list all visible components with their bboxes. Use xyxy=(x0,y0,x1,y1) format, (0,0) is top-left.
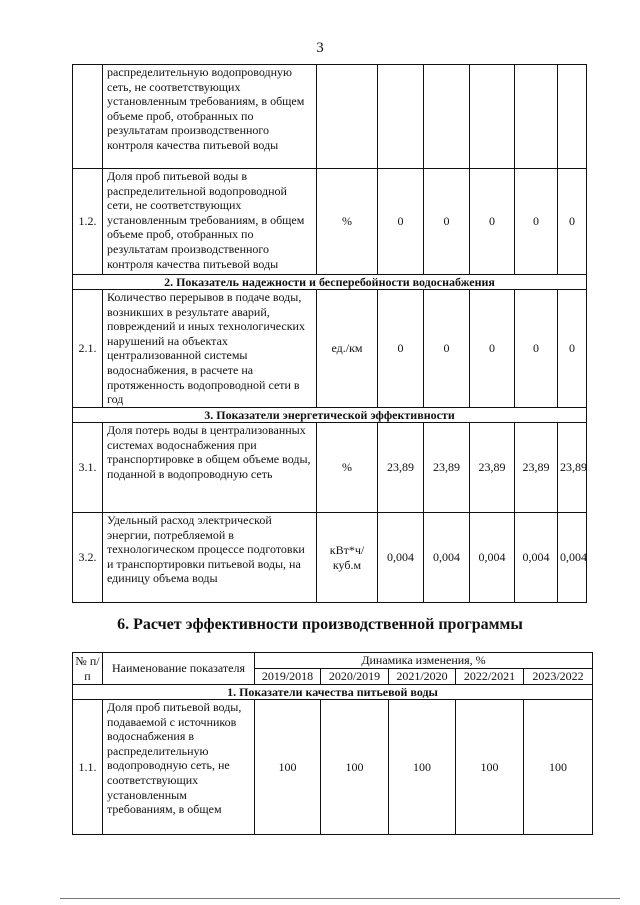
table-row xyxy=(73,290,587,408)
row-value: 100 xyxy=(524,700,593,835)
row-unit xyxy=(317,65,378,169)
row-value xyxy=(470,65,515,169)
row-value: 23,89 xyxy=(470,423,515,513)
row-description: Удельный расход электрической энергии, потребляемой в технологическом процессе подготовки и транспортировки питьевой воды, на единицу объема воды xyxy=(103,513,317,603)
row-value: 0 xyxy=(515,290,558,408)
row-value: 0 xyxy=(470,290,515,408)
section-header-row xyxy=(73,408,587,423)
row-value xyxy=(515,65,558,169)
row-description: Доля проб питьевой воды, подаваемой с источников водоснабжения в распределительную водопроводную сеть, не соответствующих установленным требованиям, в общем xyxy=(103,700,255,835)
row-value: 0,004 xyxy=(558,513,587,603)
table-row xyxy=(73,65,587,169)
row-num: 2.1. xyxy=(73,290,103,408)
row-num xyxy=(73,65,103,169)
row-value: 23,89 xyxy=(378,423,424,513)
row-num: 3.1. xyxy=(73,423,103,513)
row-value: 100 xyxy=(321,700,389,835)
row-value xyxy=(424,65,470,169)
row-num: 3.2. xyxy=(73,513,103,603)
table-row xyxy=(73,700,593,835)
header-row xyxy=(73,653,593,669)
header-name: Наименование показателя xyxy=(103,653,255,685)
row-value xyxy=(378,65,424,169)
table-row xyxy=(73,169,587,275)
row-description: распределительную водопроводную сеть, не соответствующих установленным требованиям, в общем объеме проб, отобранных по результатам производственного контроля качества питьевой воды xyxy=(103,65,317,169)
row-value: 0,004 xyxy=(378,513,424,603)
row-value: 0,004 xyxy=(470,513,515,603)
row-value: 0 xyxy=(424,169,470,275)
row-unit: % xyxy=(317,169,378,275)
row-value: 0 xyxy=(378,290,424,408)
section-title: 1. Показатели качества питьевой воды xyxy=(73,685,593,700)
year-header: 2022/2021 xyxy=(456,669,524,685)
row-description: Доля потерь воды в централизованных системах водоснабжения при транспортировке в общем объеме воды, поданной в водопроводную сеть xyxy=(103,423,317,513)
year-header: 2020/2019 xyxy=(321,669,389,685)
row-value: 0 xyxy=(470,169,515,275)
section-header-row xyxy=(73,685,593,700)
row-value: 0,004 xyxy=(424,513,470,603)
row-value: 0,004 xyxy=(515,513,558,603)
row-value: 100 xyxy=(255,700,321,835)
table-row xyxy=(73,423,587,513)
row-value: 0 xyxy=(558,169,587,275)
row-unit: кВт*ч/ куб.м xyxy=(317,513,378,603)
header-num: № п/п xyxy=(73,653,103,685)
section-header-row xyxy=(73,275,587,290)
row-value xyxy=(558,65,587,169)
year-header: 2021/2020 xyxy=(389,669,456,685)
row-num: 1.2. xyxy=(73,169,103,275)
row-value: 100 xyxy=(389,700,456,835)
indicators-table xyxy=(72,64,587,603)
row-num: 1.1. xyxy=(73,700,103,835)
section-title: 3. Показатели энергетической эффективности xyxy=(73,408,587,423)
row-description: Количество перерывов в подаче воды, возникших в результате аварий, повреждений и иных технологических нарушений на объектах централизованной системы водоснабжения, в расчете на протяженность водопроводной сети в год xyxy=(103,290,317,408)
row-value: 23,89 xyxy=(515,423,558,513)
year-header: 2019/2018 xyxy=(255,669,321,685)
efficiency-table xyxy=(72,652,593,835)
section-title: 2. Показатель надежности и бесперебойности водоснабжения xyxy=(73,275,587,290)
row-unit: % xyxy=(317,423,378,513)
row-value: 0 xyxy=(424,290,470,408)
section-6-title: 6. Расчет эффективности производственной программы xyxy=(117,616,523,633)
row-value: 23,89 xyxy=(558,423,587,513)
table-row xyxy=(73,513,587,603)
row-value: 0 xyxy=(378,169,424,275)
row-description: Доля проб питьевой воды в распределительной водопроводной сети, не соответствующих установленным требованиям, в общем объеме проб, отобранных по результатам производственного контроля качества питьевой воды xyxy=(103,169,317,275)
page-number: 3 xyxy=(316,40,324,56)
header-dynamics: Динамика изменения, % xyxy=(255,653,593,669)
scan-edge-line xyxy=(60,898,620,899)
row-value: 100 xyxy=(456,700,524,835)
row-value: 0 xyxy=(558,290,587,408)
row-value: 0 xyxy=(515,169,558,275)
row-value: 23,89 xyxy=(424,423,470,513)
year-header: 2023/2022 xyxy=(524,669,593,685)
row-unit: ед./км xyxy=(317,290,378,408)
